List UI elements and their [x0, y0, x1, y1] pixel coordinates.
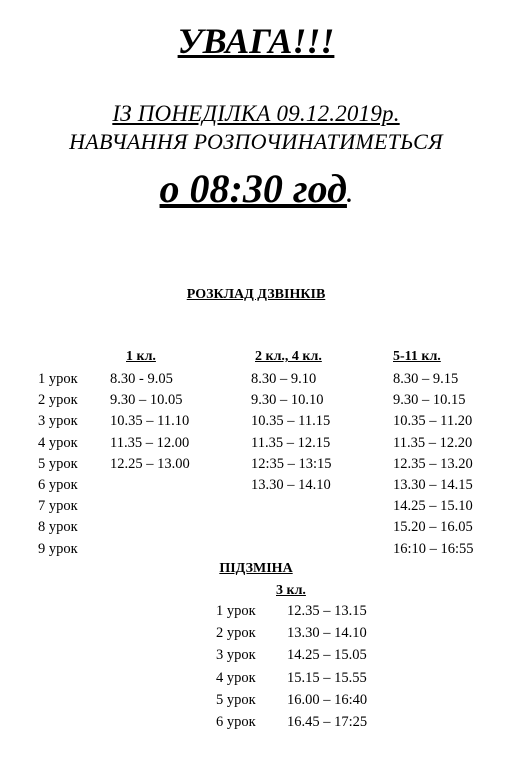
schedule-column-header: 2 кл., 4 кл. [255, 349, 322, 364]
schedule-time-cell: 15.20 – 16.05 [393, 519, 473, 536]
schedule-lesson-label: 8 урок [38, 519, 78, 536]
schedule-time-cell: 12.25 – 13.00 [110, 455, 190, 472]
second-shift-time-cell: 15.15 – 15.55 [287, 669, 367, 686]
schedule-time-cell: 9.30 – 10.15 [393, 392, 466, 409]
schedule-time-cell: 10.35 – 11.20 [393, 413, 473, 430]
schedule-lesson-label: 1 урок [38, 371, 78, 387]
schedule-time-cell: 9.30 – 10.05 [110, 392, 183, 409]
second-shift-time-cell: 16.45 – 17:25 [287, 714, 368, 730]
second-shift-lesson-label: 3 урок [216, 647, 256, 664]
schedule-column-header: 1 кл. [126, 349, 156, 364]
schedule-time-cell: 13.30 – 14.10 [251, 477, 331, 493]
notice-date-line: ІЗ ПОНЕДІЛКА 09.12.2019р. [112, 101, 400, 126]
start-time: о 08:30 год [159, 166, 347, 211]
schedule-time-cell: 14.25 – 15.10 [393, 498, 473, 515]
schedule-time-cell: 8.30 – 9.10 [251, 371, 317, 387]
notice-study-line: НАВЧАННЯ РОЗПОЧИНАТИМЕТЬСЯ [69, 129, 443, 154]
schedule-time-cell: 10.35 – 11.10 [110, 413, 190, 430]
schedule-time-cell: 12:35 – 13:15 [251, 455, 332, 472]
second-shift-heading: ПІДЗМІНА [219, 561, 293, 576]
second-shift-time-cell: 14.25 – 15.05 [287, 647, 367, 664]
schedule-time-cell: 9.30 – 10.10 [251, 392, 324, 409]
second-shift-time-cell: 16.00 – 16:40 [287, 691, 368, 708]
schedule-lesson-label: 9 урок [38, 540, 78, 557]
notice-title: УВАГА!!! [177, 21, 335, 61]
second-shift-column-header: 3 кл. [276, 583, 306, 598]
second-shift-lesson-label: 6 урок [216, 714, 256, 730]
schedule-time-cell: 13.30 – 14.15 [393, 477, 473, 493]
start-time-suffix: . [346, 182, 353, 207]
schedule-lesson-label: 6 урок [38, 477, 78, 493]
schedule-column-header: 5-11 кл. [393, 349, 441, 364]
second-shift-lesson-label: 1 урок [216, 603, 256, 619]
schedule-time-cell: 12.35 – 13.20 [393, 455, 473, 472]
schedule-time-cell: 8.30 – 9.15 [393, 371, 459, 387]
schedule-lesson-label: 2 урок [38, 392, 78, 409]
schedule-time-cell: 8.30 - 9.05 [110, 371, 173, 387]
second-shift-time-cell: 13.30 – 14.10 [287, 625, 367, 642]
schedule-time-cell: 11.35 – 12.15 [251, 434, 331, 451]
schedule-lesson-label: 4 урок [38, 434, 78, 451]
schedule-heading: РОЗКЛАД ДЗВІНКІВ [186, 287, 326, 302]
schedule-time-cell: 16:10 – 16:55 [393, 540, 474, 557]
schedule-time-cell: 11.35 – 12.20 [393, 434, 473, 451]
schedule-lesson-label: 7 урок [38, 498, 78, 515]
second-shift-lesson-label: 4 урок [216, 669, 256, 686]
second-shift-time-cell: 12.35 – 13.15 [287, 603, 367, 619]
schedule-lesson-label: 3 урок [38, 413, 78, 430]
second-shift-lesson-label: 2 урок [216, 625, 256, 642]
schedule-lesson-label: 5 урок [38, 455, 78, 472]
second-shift-lesson-label: 5 урок [216, 691, 256, 708]
start-time-line [0, 165, 512, 212]
schedule-time-cell: 10.35 – 11.15 [251, 413, 331, 430]
schedule-time-cell: 11.35 – 12.00 [110, 434, 190, 451]
